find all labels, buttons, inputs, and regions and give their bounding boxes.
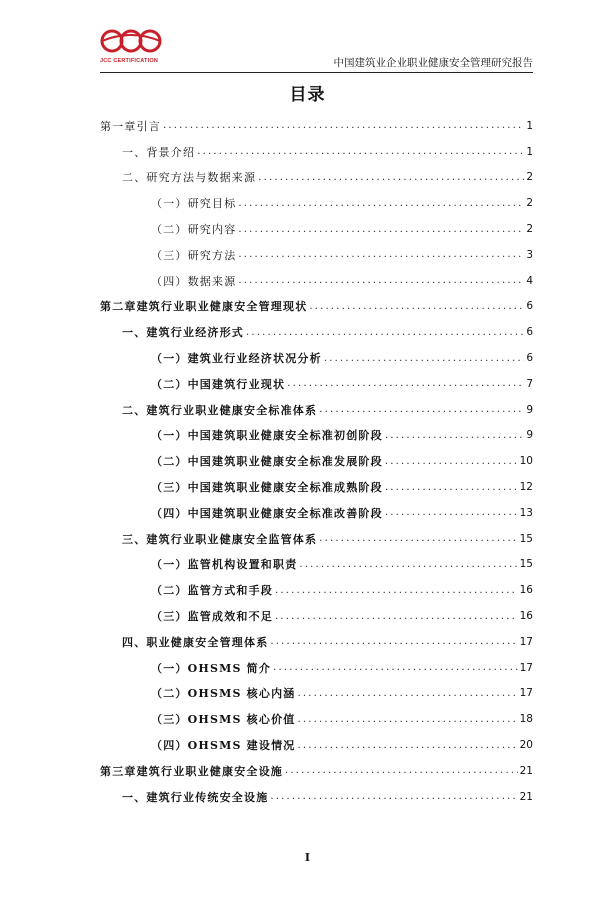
toc-entry-label: （一）中国建筑职业健康安全标准初创阶段 bbox=[151, 429, 383, 443]
toc-entry[interactable] bbox=[100, 423, 533, 449]
toc-entry-label: 一、建筑行业经济形式 bbox=[122, 326, 244, 340]
toc-leader-dots bbox=[385, 507, 518, 518]
toc-leader-dots bbox=[324, 353, 525, 364]
toc-entry[interactable] bbox=[100, 732, 533, 758]
toc-entry-page: 3 bbox=[526, 248, 533, 261]
toc-entry-label: （四）中国建筑职业健康安全标准改善阶段 bbox=[151, 506, 383, 520]
header-title: 中国建筑业企业职业健康安全管理研究报告 bbox=[333, 57, 533, 69]
toc-leader-dots bbox=[309, 301, 524, 312]
toc-leader-dots bbox=[319, 533, 517, 544]
toc-entry-page: 9 bbox=[526, 403, 533, 416]
toc-leader-dots bbox=[297, 714, 517, 725]
toc-entry-label: （二）研究内容 bbox=[151, 223, 237, 237]
toc-entry-page: 13 bbox=[519, 506, 533, 519]
toc-leader-dots bbox=[238, 249, 524, 260]
toc-entry-label: （三）OHSMS 核心价值 bbox=[151, 713, 296, 727]
toc-entry-page: 15 bbox=[519, 532, 533, 545]
toc-entry[interactable] bbox=[100, 552, 533, 578]
toc-entry[interactable] bbox=[100, 319, 533, 345]
page-number: I bbox=[304, 851, 311, 864]
toc-entry[interactable] bbox=[100, 448, 533, 474]
toc-entry[interactable] bbox=[100, 706, 533, 732]
toc-entry-page: 2 bbox=[526, 171, 533, 184]
toc-entry-page: 15 bbox=[519, 558, 533, 571]
table-of-contents bbox=[100, 113, 533, 810]
toc-entry[interactable] bbox=[100, 526, 533, 552]
toc-entry-page: 16 bbox=[519, 610, 533, 623]
toc-leader-dots bbox=[285, 765, 518, 776]
toc-entry-label: 二、建筑行业职业健康安全标准体系 bbox=[122, 403, 318, 417]
toc-entry[interactable] bbox=[100, 397, 533, 423]
toc-entry-label: （二）OHSMS 核心内涵 bbox=[151, 687, 296, 701]
toc-leader-dots bbox=[275, 611, 518, 622]
toc-leader-dots bbox=[297, 740, 517, 751]
toc-entry[interactable] bbox=[100, 784, 533, 810]
toc-leader-dots bbox=[299, 559, 517, 570]
toc-entry-page: 6 bbox=[526, 352, 533, 365]
toc-entry-page: 21 bbox=[519, 790, 533, 803]
toc-entry[interactable] bbox=[100, 655, 533, 681]
toc-entry-page: 2 bbox=[526, 223, 533, 236]
toc-entry-label: （一）建筑业行业经济状况分析 bbox=[151, 352, 322, 366]
toc-leader-dots bbox=[238, 275, 524, 286]
toc-entry-page: 16 bbox=[519, 584, 533, 597]
toc-entry[interactable] bbox=[100, 603, 533, 629]
toc-leader-dots bbox=[197, 146, 524, 157]
toc-entry-label: （一）OHSMS 简介 bbox=[151, 661, 272, 675]
toc-entry-label: 二、研究方法与数据来源 bbox=[122, 171, 257, 185]
toc-entry-page: 6 bbox=[526, 326, 533, 339]
toc-entry-label: 第三章建筑行业职业健康安全设施 bbox=[100, 764, 283, 778]
toc-entry[interactable] bbox=[100, 190, 533, 216]
toc-entry[interactable] bbox=[100, 629, 533, 655]
toc-leader-dots bbox=[238, 198, 524, 209]
toc-entry[interactable] bbox=[100, 577, 533, 603]
toc-leader-dots bbox=[258, 172, 524, 183]
toc-entry-page: 6 bbox=[526, 300, 533, 313]
toc-entry-label: 第二章建筑行业职业健康安全管理现状 bbox=[100, 300, 308, 314]
toc-leader-dots bbox=[385, 456, 518, 467]
toc-entry-label: （二）中国建筑职业健康安全标准发展阶段 bbox=[151, 455, 383, 469]
toc-entry-label: 四、职业健康安全管理体系 bbox=[122, 635, 269, 649]
toc-entry-page: 7 bbox=[526, 377, 533, 390]
toc-leader-dots bbox=[319, 404, 524, 415]
toc-entry-label: （四）数据来源 bbox=[151, 274, 237, 288]
toc-leader-dots bbox=[246, 327, 524, 338]
toc-entry[interactable] bbox=[100, 216, 533, 242]
toc-entry-page: 12 bbox=[519, 481, 533, 494]
toc-entry[interactable] bbox=[100, 371, 533, 397]
toc-entry[interactable] bbox=[100, 113, 533, 139]
toc-entry[interactable] bbox=[100, 500, 533, 526]
toc-entry-label: （三）研究方法 bbox=[151, 248, 237, 262]
toc-entry[interactable] bbox=[100, 165, 533, 191]
toc-entry-label: 三、建筑行业职业健康安全监管体系 bbox=[122, 532, 318, 546]
toc-entry-page: 17 bbox=[519, 661, 533, 674]
toc-title: 目录 bbox=[289, 85, 326, 105]
toc-entry[interactable] bbox=[100, 681, 533, 707]
toc-entry-label: （一）监管机构设置和职责 bbox=[151, 558, 298, 572]
toc-entry-label: （二）监管方式和手段 bbox=[151, 584, 273, 598]
toc-leader-dots bbox=[287, 378, 524, 389]
toc-entry-label: 一、背景介绍 bbox=[122, 145, 196, 159]
toc-entry-page: 2 bbox=[526, 197, 533, 210]
toc-leader-dots bbox=[163, 120, 524, 131]
toc-leader-dots bbox=[385, 482, 518, 493]
toc-leader-dots bbox=[385, 430, 525, 441]
toc-entry-page: 4 bbox=[526, 274, 533, 287]
toc-entry-page: 18 bbox=[519, 713, 533, 726]
toc-entry-page: 9 bbox=[526, 429, 533, 442]
toc-entry-label: （三）监管成效和不足 bbox=[151, 610, 273, 624]
logo-text: JCC CERTIFICATION bbox=[100, 58, 158, 64]
toc-leader-dots bbox=[297, 688, 517, 699]
toc-entry[interactable] bbox=[100, 474, 533, 500]
toc-entry-label: （一）研究目标 bbox=[151, 197, 237, 211]
toc-entry[interactable] bbox=[100, 758, 533, 784]
toc-leader-dots bbox=[273, 662, 518, 673]
page-header bbox=[100, 26, 533, 73]
toc-entry-page: 21 bbox=[519, 764, 533, 777]
toc-leader-dots bbox=[270, 636, 517, 647]
toc-entry[interactable] bbox=[100, 268, 533, 294]
toc-entry-label: 第一章引言 bbox=[100, 119, 161, 133]
toc-entry-page: 17 bbox=[519, 687, 533, 700]
toc-entry-label: 一、建筑行业传统安全设施 bbox=[122, 790, 269, 804]
toc-entry-page: 17 bbox=[519, 635, 533, 648]
toc-entry-page: 1 bbox=[526, 145, 533, 158]
toc-entry[interactable] bbox=[100, 242, 533, 268]
toc-leader-dots bbox=[275, 585, 518, 596]
toc-entry-label: （二）中国建筑行业现状 bbox=[151, 377, 286, 391]
toc-entry-page: 10 bbox=[519, 455, 533, 468]
toc-entry-page: 1 bbox=[526, 119, 533, 132]
toc-entry-page: 20 bbox=[519, 739, 533, 752]
toc-entry-label: （四）OHSMS 建设情况 bbox=[151, 739, 296, 753]
toc-leader-dots bbox=[270, 791, 517, 802]
toc-leader-dots bbox=[238, 224, 524, 235]
toc-entry[interactable] bbox=[100, 345, 533, 371]
toc-entry[interactable] bbox=[100, 294, 533, 320]
toc-entry-label: （三）中国建筑职业健康安全标准成熟阶段 bbox=[151, 481, 383, 495]
toc-entry[interactable] bbox=[100, 139, 533, 165]
